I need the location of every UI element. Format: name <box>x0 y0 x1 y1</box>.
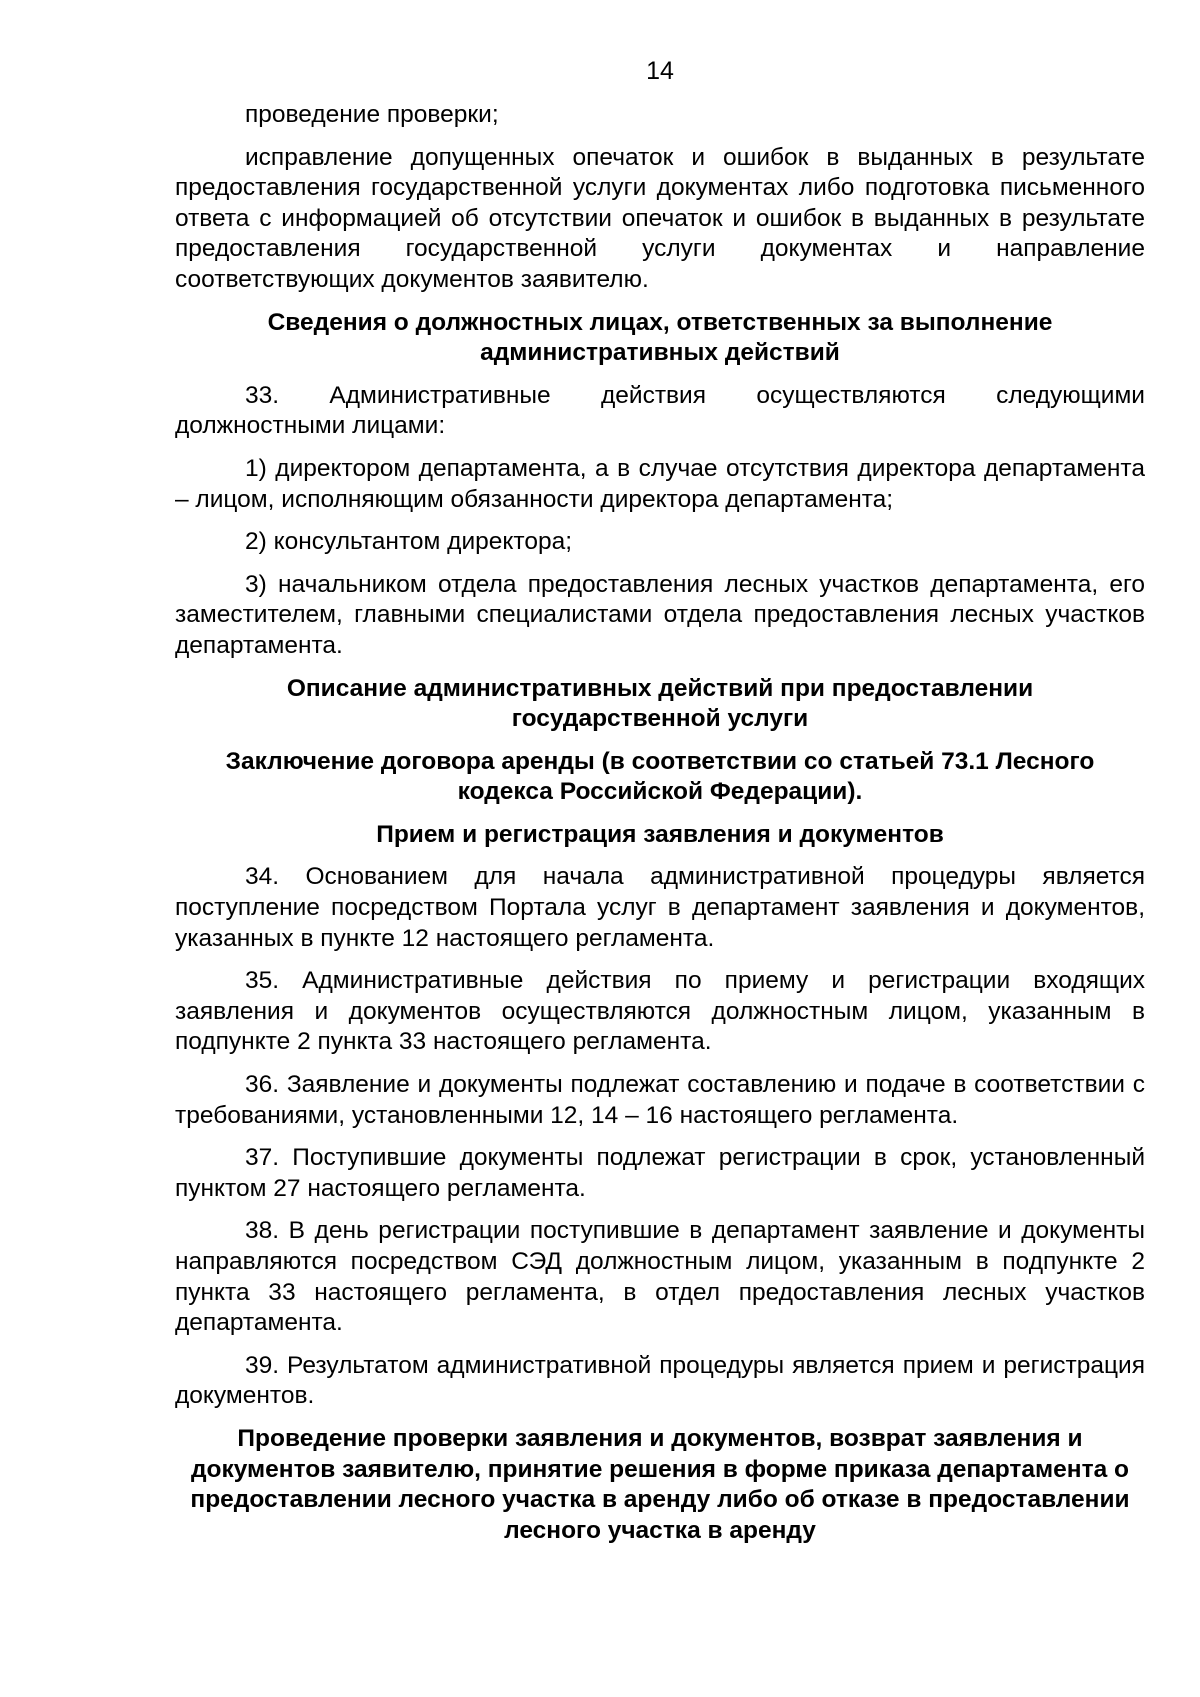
paragraph-33: 33. Административные действия осуществляются следующими должностными лицами: <box>175 381 1145 440</box>
paragraph-36: 36. Заявление и документы подлежат составлению и подаче в соответствии с требованиями, установленными 12, 14 – 16 настоящего регламента. <box>175 1071 1145 1129</box>
document-page <box>175 56 1145 1558</box>
paragraph-34: 34. Основанием для начала административной процедуры является поступление посредством Портала услуг в департамент заявления и документов, указанных в пункте 12 настоящего регламента. <box>175 863 1145 952</box>
heading-actions-description: Описание административных действий при предоставлении государственной услуги <box>286 674 1034 733</box>
paragraph-check: проведение проверки; <box>245 101 499 128</box>
heading-officials: Сведения о должностных лицах, ответственных за выполнение административных действий <box>267 308 1053 367</box>
paragraph-corrections: исправление допущенных опечаток и ошибок в выданных в результате предоставления государственной услуги документах либо подготовка письменного ответа с информацией об отсутствии опечаток и ошибок в выданных в результате предоставления государственной услуги документах и направление соответствующих документов заявителю. <box>175 143 1145 293</box>
paragraph-39: 39. Результатом административной процедуры является прием и регистрация документов. <box>175 1351 1145 1410</box>
paragraph-33-item-1: 1) директором департамента, а в случае отсутствия директора департамента – лицом, исполняющим обязанности директора департамента; <box>175 454 1145 513</box>
paragraph-38: 38. В день регистрации поступившие в департамент заявление и документы направляются посредством СЭД должностным лицом, указанным в подпункте 2 пункта 33 настоящего регламента, в отдел предоставления лесных участков департамента. <box>175 1217 1145 1337</box>
heading-verification-decision: Проведение проверки заявления и документов, возврат заявления и документов заявителю, принятие решения в форме приказа департамента о предоставлении лесного участка в аренду либо об отказе в предоставлении лесного участка в аренду <box>190 1424 1130 1544</box>
paragraph-33-item-2: 2) консультантом директора; <box>245 528 573 556</box>
paragraph-35: 35. Административные действия по приему и регистрации входящих заявления и документов осуществляются должностным лицом, указанным в подпункте 2 пункта 33 настоящего регламента. <box>175 967 1145 1056</box>
page-number: 14 <box>646 57 674 85</box>
heading-reception-registration: Прием и регистрация заявления и документов <box>376 820 944 848</box>
paragraph-33-item-3: 3) начальником отдела предоставления лесных участков департамента, его заместителем, главными специалистами отдела предоставления лесных участков департамента. <box>175 570 1145 659</box>
heading-lease-agreement: Заключение договора аренды (в соответствии со статьей 73.1 Лесного кодекса Российской Федерации). <box>225 747 1095 806</box>
paragraph-37: 37. Поступившие документы подлежат регистрации в срок, установленный пунктом 27 настоящего регламента. <box>175 1144 1145 1202</box>
